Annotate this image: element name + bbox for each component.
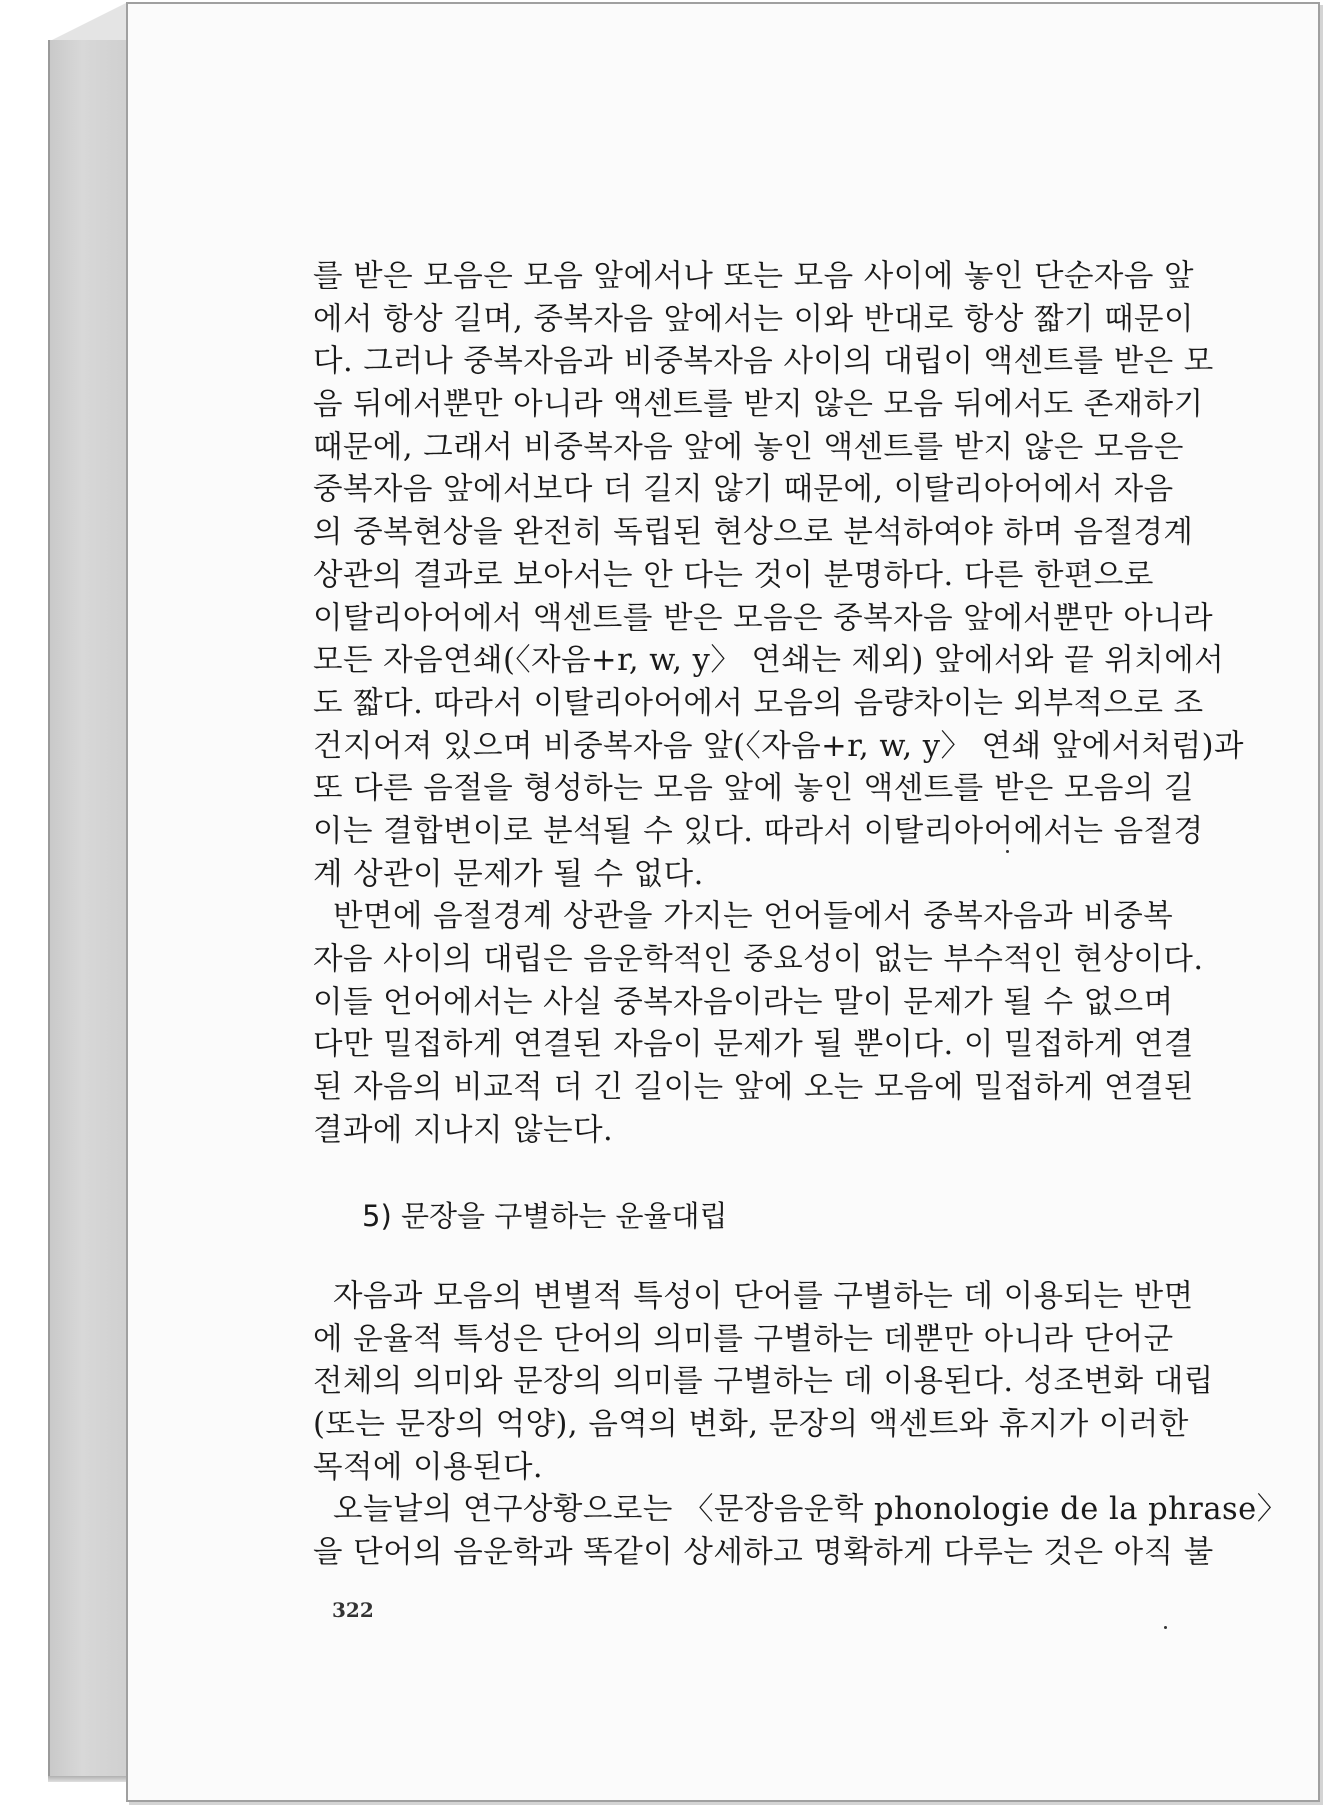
text-line: (또는 문장의 억양), 음역의 변화, 문장의 액센트와 휴지가 이러한 [313, 1407, 1189, 1443]
text-line: 오늘날의 연구상황으로는 〈문장음운학 phonologie de la phrase〉 [333, 1492, 1288, 1528]
text-line: 목적에 이용된다. [313, 1449, 544, 1485]
book-page [126, 2, 1320, 1802]
text-line: 건지어져 있으며 비중복자음 앞(〈자음+r, w, y〉 연쇄 앞에서처럼)과 [313, 728, 1244, 764]
text-line: 반면에 음절경계 상관을 가지는 언어들에서 중복자음과 비중복 [333, 899, 1174, 935]
text-line: 중복자음 앞에서보다 더 길지 않기 때문에, 이탈리아어에서 자음 [313, 472, 1174, 508]
book-side-shadow [48, 1776, 128, 1782]
book-edge-top [48, 2, 128, 42]
text-line: 을 단어의 음운학과 똑같이 상세하고 명확하게 다루는 것은 아직 불 [313, 1535, 1214, 1571]
text-line: 또 다른 음절을 형성하는 모음 앞에 놓인 액센트를 받은 모음의 길 [313, 771, 1194, 807]
body-text-lower [313, 1276, 1288, 1575]
text-line: 때문에, 그래서 비중복자음 앞에 놓인 액센트를 받지 않은 모음은 [313, 429, 1184, 465]
text-line: 이탈리아어에서 액센트를 받은 모음은 중복자음 앞에서뿐만 아니라 [313, 600, 1214, 636]
text-line: 상관의 결과로 보아서는 안 다는 것이 분명하다. 다른 한편으로 [313, 557, 1154, 593]
book-side-block [48, 40, 130, 1782]
text-line: 계 상관이 문제가 될 수 없다. [313, 856, 704, 892]
text-line: 자음 사이의 대립은 음운학적인 중요성이 없는 부수적인 현상이다. [313, 942, 1204, 977]
text-line: 의 중복현상을 완전히 독립된 현상으로 분석하여야 하며 음절경계 [313, 515, 1194, 551]
text-line: 이들 언어에서는 사실 중복자음이라는 말이 문제가 될 수 없으며 [313, 984, 1174, 1020]
scan-speck [1164, 1626, 1167, 1629]
text-line: 도 짧다. 따라서 이탈리아어에서 모음의 음량차이는 외부적으로 조 [313, 685, 1204, 721]
text-line: 전체의 의미와 문장의 의미를 구별하는 데 이용된다. 성조변화 대립 [313, 1364, 1214, 1400]
body-text-upper [313, 256, 1244, 1152]
text-line: 된 자음의 비교적 더 긴 길이는 앞에 오는 모음에 밀접하게 연결된 [313, 1070, 1194, 1106]
text-line: 결과에 지나지 않는다. [313, 1112, 614, 1148]
text-line: 모든 자음연쇄(〈자음+r, w, y〉 연쇄는 제외) 앞에서와 끝 위치에서 [313, 643, 1225, 679]
text-line: 를 받은 모음은 모음 앞에서나 또는 모음 사이에 놓인 단순자음 앞 [313, 259, 1194, 294]
page-number: 322 [332, 1598, 374, 1622]
scan-speck [1006, 850, 1009, 853]
section-heading: 5) 문장을 구별하는 운율대립 [362, 1199, 728, 1233]
text-line: 음 뒤에서뿐만 아니라 액센트를 받지 않은 모음 뒤에서도 존재하기 [313, 387, 1204, 423]
text-line: 다. 그러나 중복자음과 비중복자음 사이의 대립이 액센트를 받은 모 [313, 344, 1214, 380]
text-line: 자음과 모음의 변별적 특성이 단어를 구별하는 데 이용되는 반면 [333, 1279, 1194, 1314]
text-line: 이는 결합변이로 분석될 수 있다. 따라서 이탈리아어에서는 음절경 [313, 813, 1204, 849]
text-line: 다만 밀접하게 연결된 자음이 문제가 될 뿐이다. 이 밀접하게 연결 [313, 1027, 1194, 1063]
text-line: 에 운율적 특성은 단어의 의미를 구별하는 데뿐만 아니라 단어군 [313, 1321, 1174, 1357]
text-line: 에서 항상 길며, 중복자음 앞에서는 이와 반대로 항상 짧기 때문이 [313, 301, 1194, 337]
